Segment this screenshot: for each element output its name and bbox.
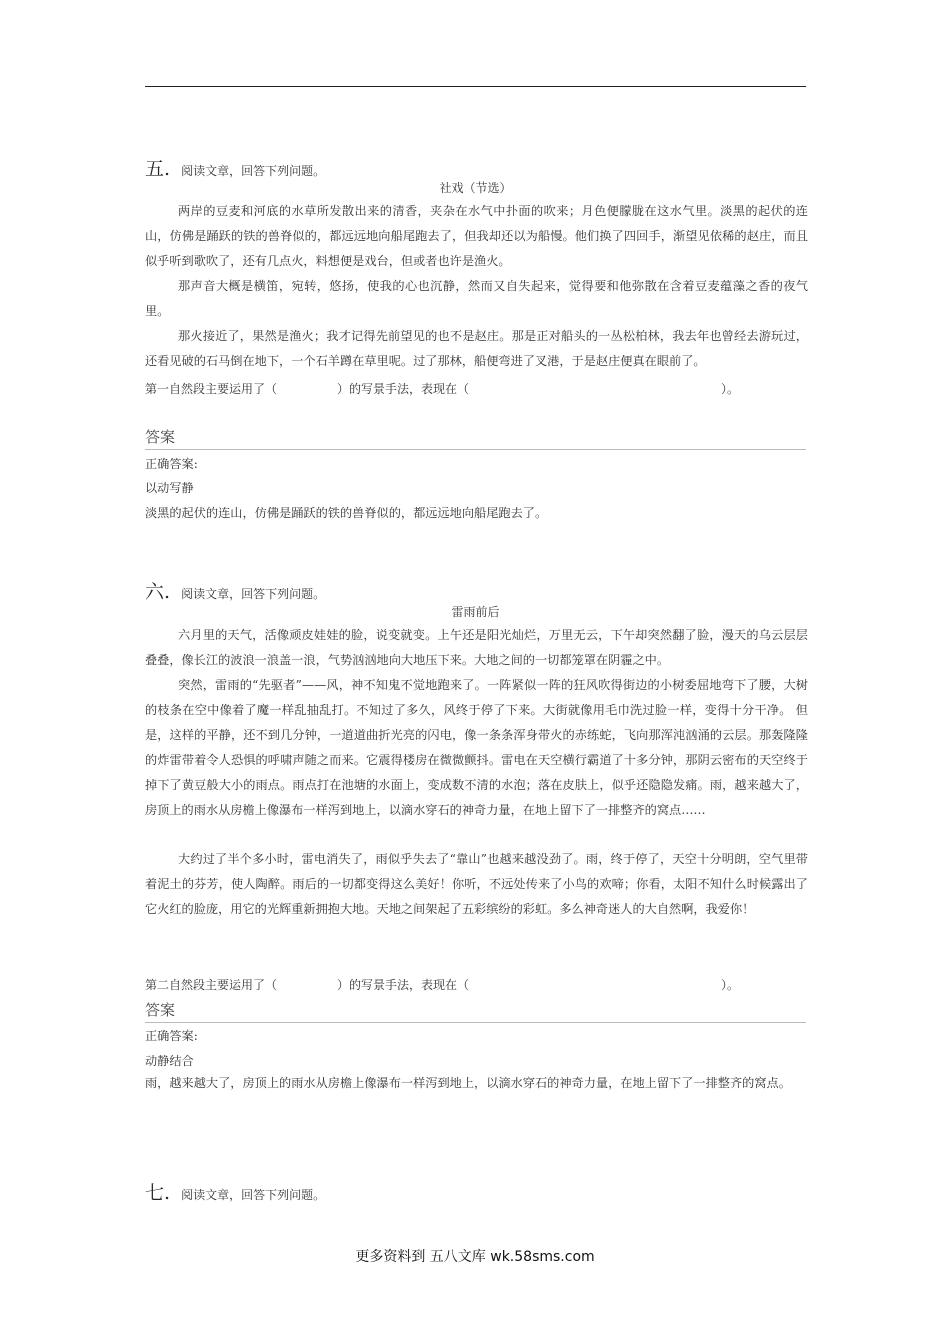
q6-paragraph-3: 大约过了半个多小时，雷电消失了，雨似乎失去了“靠山”也越来越没劲了。雨，终于停了，天空十分明朗，空气里带着泥土的芬芳，使人陶醉。雨后的一切都变得这么美好！你听，不远处传来了小鸟的欢啼；你看，太阳不知什么时候露出了它火红的脸庞，用它的光辉重新拥抱大地。天地之间架起了五彩缤纷的彩虹。多么神奇迷人的大自然啊，我爱你！ [145,852,808,916]
q5-answer-heading: 答案 [145,426,806,450]
q6-answer-label: 正确答案: [145,1029,198,1043]
header-rule [145,86,806,87]
q6-answer-heading: 答案 [145,999,806,1023]
q5-answer-label: 正确答案: [145,457,198,471]
q5-question: 第一自然段主要运用了（ ）的写景手法，表现在（ ）。 [145,382,740,396]
q5-paragraph-2: 那声音大概是横笛，宛转，悠扬，使我的心也沉静，然而又自失起来，觉得要和他弥散在含着豆麦蕴藻之香的夜气里。 [145,279,808,318]
q6-paragraph-2: 突然，雷雨的“先驱者”——风，神不知鬼不觉地跑来了。一阵紧似一阵的狂风吹得街边的小树委屈地弯下了腰，大树的枝条在空中像着了魔一样乱抽乱打。不知过了多久，风终于停了下来。大街就像用毛巾洗过脸一样，变得十分干净。 但是，这样的平静，还不到几分钟，一道道曲折光亮的闪电，像一条条浑身带火的赤练蛇，飞向那浑沌汹涌的云层。那轰隆隆的炸雷带着令人恐惧的呼啸声随之而来。它震得楼房在微微颤抖。雷电在天空横行霸道了十多分钟，那阴云密布的天空终于掉下了黄豆般大小的雨点。雨点打在池塘的水面上，变成数不清的水泡；落在皮肤上，似乎还隐隐发痛。雨，越来越大了，房顶上的雨水从房檐上像瀑布一样泻到地上，以滴水穿石的神奇力量，在地上留下了一排整齐的窝点…… [145,678,808,817]
q6-question: 第二自然段主要运用了（ ）的写景手法，表现在（ ）。 [145,978,740,992]
q6-answer-2: 雨，越来越大了，房顶上的雨水从房檐上像瀑布一样泻到地上，以滴水穿石的神奇力量，在地上留下了一排整齐的窝点。 [145,1076,791,1090]
q6-prompt: 阅读文章，回答下列问题。 [181,587,326,601]
q5-answer-2: 淡黑的起伏的连山，仿佛是踊跃的铁的兽脊似的，都远远地向船尾跑去了。 [145,506,548,520]
q5-passage-title: 社戏（节选） [439,181,512,195]
q6-number: 六. [145,581,171,603]
q5-answer-1: 以动写静 [145,481,194,495]
q6-header [145,577,325,604]
q5-paragraph-3: 那火接近了，果然是渔火；我才记得先前望见的也不是赵庄。那是正对船头的一丛松柏林，我去年也曾经去游玩过，还看见破的石马倒在地下，一个石羊蹲在草里呢。过了那林，船便弯进了叉港，于是赵庄便真在眼前了。 [145,329,808,368]
q5-number: 五. [145,158,171,180]
q6-paragraph-1: 六月里的天气，活像顽皮娃娃的脸，说变就变。上午还是阳光灿烂，万里无云，下午却突然翻了脸，漫天的乌云层层叠叠，像长江的波浪一浪盖一浪，气势汹汹地向大地压下来。大地之间的一切都笼罩在阴霾之中。 [145,628,808,667]
q5-prompt: 阅读文章，回答下列问题。 [181,164,326,178]
q7-header [145,1178,325,1205]
q7-number: 七. [145,1182,171,1204]
q6-answer-1: 动静结合 [145,1054,194,1068]
q6-passage-title: 雷雨前后 [451,605,500,619]
q5-paragraph-1: 两岸的豆麦和河底的水草所发散出来的清香，夹杂在水气中扑面的吹来；月色便朦胧在这水气里。淡黑的起伏的连山，仿佛是踊跃的铁的兽脊似的，都远远地向船尾跑去了，但我却还以为船慢。他们换了四回手，渐望见依稀的赵庄，而且似乎听到歌吹了，还有几点火，料想便是戏台，但或者也许是渔火。 [145,204,808,268]
footer-link[interactable]: 更多资料到 五八文库 wk.58sms.com [355,1249,595,1265]
q7-prompt: 阅读文章，回答下列问题。 [181,1188,326,1202]
q5-header [145,154,325,181]
